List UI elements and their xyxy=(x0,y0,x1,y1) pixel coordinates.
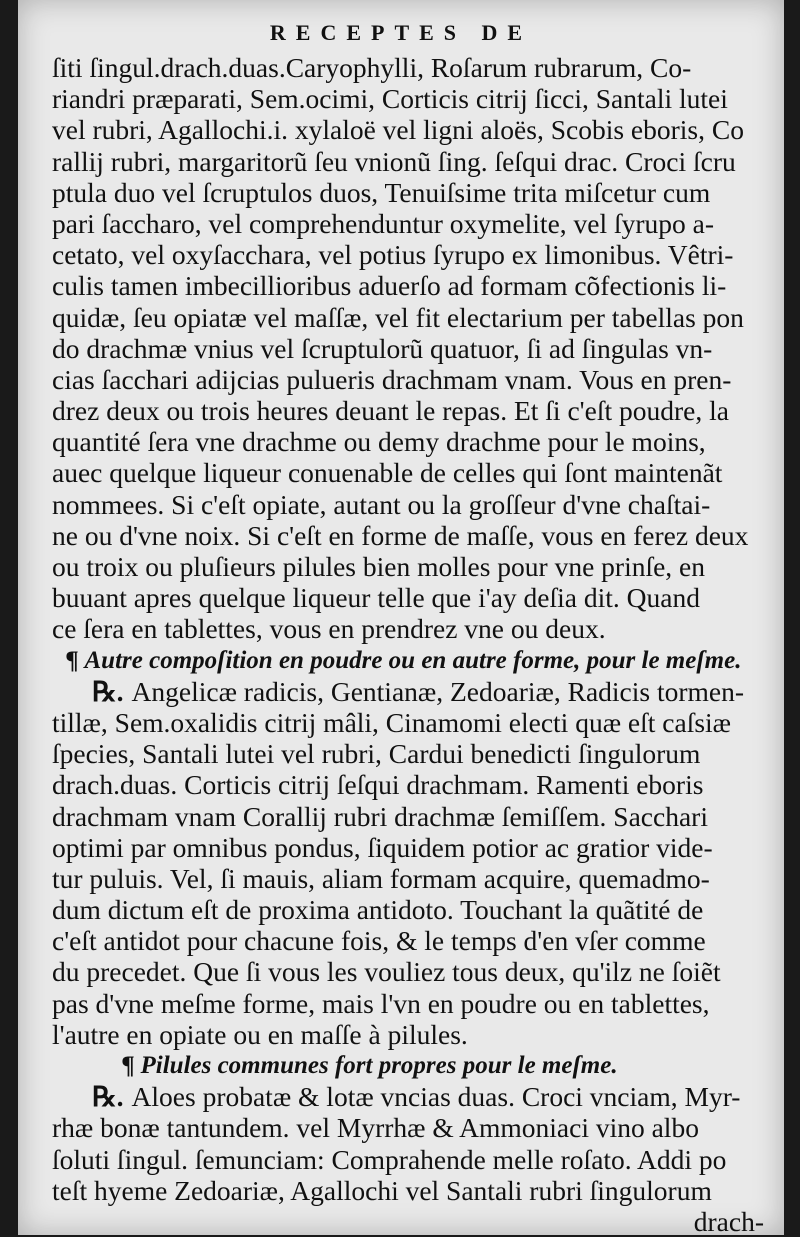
text-line-content: cias ſacchari adijcias pulueris drachmam vnam. Vous en pren- xyxy=(52,363,732,395)
text-line-content: tur puluis. Vel, ſi mauis, aliam formam acquire, quemadmo- xyxy=(52,862,710,894)
text-line-content: l'autre en opiate ou en maſſe à pilules. xyxy=(52,1018,468,1050)
section-heading-text: Pilules communes fort propres pour le meſme. xyxy=(140,1052,618,1079)
paragraph-recipe-1 xyxy=(52,676,764,1050)
text-line-content: du precedet. Que ſi vous les vouliez tous deux, qu'ilz ne ſoiẽt xyxy=(52,956,721,988)
pilcrow-mark: ¶ xyxy=(66,646,79,674)
catchword: drach- xyxy=(693,1205,764,1237)
text-line-content: ne ou d'vne noix. Si c'eſt en forme de maſſe, vous en ferez deux xyxy=(52,519,749,551)
text-line xyxy=(52,208,764,239)
text-line-content: rallij rubri, margaritorũ ſeu vnionũ ſing. ſeſqui drac. Croci ſcru xyxy=(52,145,736,177)
text-line xyxy=(52,551,764,582)
text-line xyxy=(52,738,764,769)
text-line-content: ce ſera en tablettes, vous en prendrez vne ou deux. xyxy=(52,613,606,645)
text-line-content: dum dictum eſt de proxima antidoto. Touchant la quãtité de xyxy=(52,894,704,926)
text-line-content: drachmam vnam Corallij rubri drachmæ ſemiſſem. Sacchari xyxy=(52,800,708,832)
text-line xyxy=(52,1019,764,1050)
text-line xyxy=(52,582,764,613)
text-line-content: buuant apres quelque liqueur telle que i'ay deſia dit. Quand xyxy=(52,582,700,614)
text-line xyxy=(52,1112,764,1143)
text-line xyxy=(52,270,764,301)
text-line xyxy=(52,613,764,644)
text-line xyxy=(52,364,764,395)
text-line xyxy=(52,1175,764,1206)
text-line-content: Aloes probatæ & lotæ vncias duas. Croci vnciam, Myr- xyxy=(131,1081,741,1113)
text-line xyxy=(52,676,764,707)
text-line xyxy=(52,832,764,863)
text-line xyxy=(52,769,764,800)
text-line-content: drach.duas. Corticis citrij ſeſqui drachmam. Ramenti eboris xyxy=(52,769,704,801)
text-line xyxy=(52,801,764,832)
text-line xyxy=(52,426,764,457)
text-line-content: ptula duo vel ſcruptulos duos, Tenuiſsime trita miſcetur cum xyxy=(52,176,711,208)
text-line xyxy=(52,1081,764,1112)
recipe-sign: ℞. xyxy=(92,1081,124,1113)
text-line xyxy=(52,863,764,894)
recipe-sign: ℞. xyxy=(92,675,124,707)
text-line-content: rhæ bonæ tantundem. vel Myrrhæ & Ammoniaci vino albo xyxy=(52,1112,699,1144)
text-line-content: Angelicæ radicis, Gentianæ, Zedoariæ, Radicis tormen- xyxy=(131,675,745,707)
text-line-content: teſt hyeme Zedoariæ, Agallochi vel Santali rubri ſingulorum xyxy=(52,1174,712,1206)
text-line xyxy=(52,988,764,1019)
book-page xyxy=(18,0,784,1235)
pilcrow-mark: ¶ xyxy=(122,1052,135,1079)
text-line-content: pari ſaccharo, vel comprehenduntur oxymelite, vel ſyrupo a- xyxy=(52,207,715,239)
text-line xyxy=(52,520,764,551)
text-line xyxy=(52,146,764,177)
section-heading-text: Autre compoſition en poudre ou en autre forme, pour le meſme. xyxy=(84,646,742,674)
text-line-content: nommees. Si c'eſt opiate, autant ou la groſſeur d'vne chaſtai- xyxy=(52,488,711,520)
text-line xyxy=(52,956,764,987)
text-line-content: drez deux ou trois heures deuant le repas. Et ſi c'eſt poudre, la xyxy=(52,395,729,427)
paragraph-recipe-2 xyxy=(52,1081,764,1206)
running-head: RECEPTES DE xyxy=(269,20,533,45)
text-line xyxy=(52,333,764,364)
text-line-content: do drachmæ vnius vel ſcruptulorũ quatuor, ſi ad ſingulas vn- xyxy=(52,332,713,364)
text-line-content: ſpecies, Santali lutei vel rubri, Cardui benedicti ſingulorum xyxy=(52,738,701,770)
section-heading xyxy=(52,1050,764,1081)
text-line xyxy=(52,239,764,270)
text-line-content: ou troix ou pluſieurs pilules bien molles pour vne prinſe, en xyxy=(52,551,706,582)
text-line-content: c'eſt antidot pour chacune fois, & le temps d'en vſer comme xyxy=(52,925,706,957)
text-line-content: auec quelque liqueur conuenable de celles qui ſont maintenãt xyxy=(52,457,723,489)
text-line xyxy=(52,302,764,333)
text-line-content: quidæ, ſeu opiatæ vel maſſæ, vel fit electarium per tabellas pon xyxy=(52,301,744,333)
text-line xyxy=(52,395,764,426)
text-line-content: quantité ſera vne drachme ou demy drachme pour le moins, xyxy=(52,426,706,458)
text-line-content: ſoluti ſingul. ſemunciam: Comprahende melle roſato. Addi po xyxy=(52,1143,727,1175)
text-line xyxy=(52,177,764,208)
paragraph-main xyxy=(52,52,764,645)
text-line xyxy=(52,707,764,738)
text-line xyxy=(52,52,764,83)
text-line-content: ſiti ſingul.drach.duas.Caryophylli, Roſarum rubrarum, Co- xyxy=(52,52,692,83)
text-line-content: culis tamen imbecillioribus aduerſo ad formam cõfectionis li- xyxy=(52,270,727,302)
text-line-content: tillæ, Sem.oxalidis citrij mâli, Cinamomi electi quæ eſt caſsiæ xyxy=(52,706,732,738)
text-line xyxy=(52,83,764,114)
text-line-content: riandri præparati, Sem.ocimi, Corticis citrij ſicci, Santali lutei xyxy=(52,83,728,115)
text-line xyxy=(52,489,764,520)
text-line-content: optimi par omnibus pondus, ſiquidem potior ac gratior vide- xyxy=(52,831,713,863)
section-heading xyxy=(52,645,764,676)
text-line-content: pas d'vne meſme forme, mais l'vn en poudre ou en tablettes, xyxy=(52,987,710,1019)
text-line xyxy=(52,894,764,925)
text-line xyxy=(52,114,764,145)
text-line-content: cetato, vel oxyſacchara, vel potius ſyrupo ex limonibus. Vêtri- xyxy=(52,239,734,271)
text-line-content: vel rubri, Agallochi.i. xylaloë vel ligni aloës, Scobis eboris, Co xyxy=(52,114,744,146)
text-line xyxy=(52,1144,764,1175)
text-line xyxy=(52,457,764,488)
text-line xyxy=(52,925,764,956)
text-block xyxy=(52,52,764,1237)
